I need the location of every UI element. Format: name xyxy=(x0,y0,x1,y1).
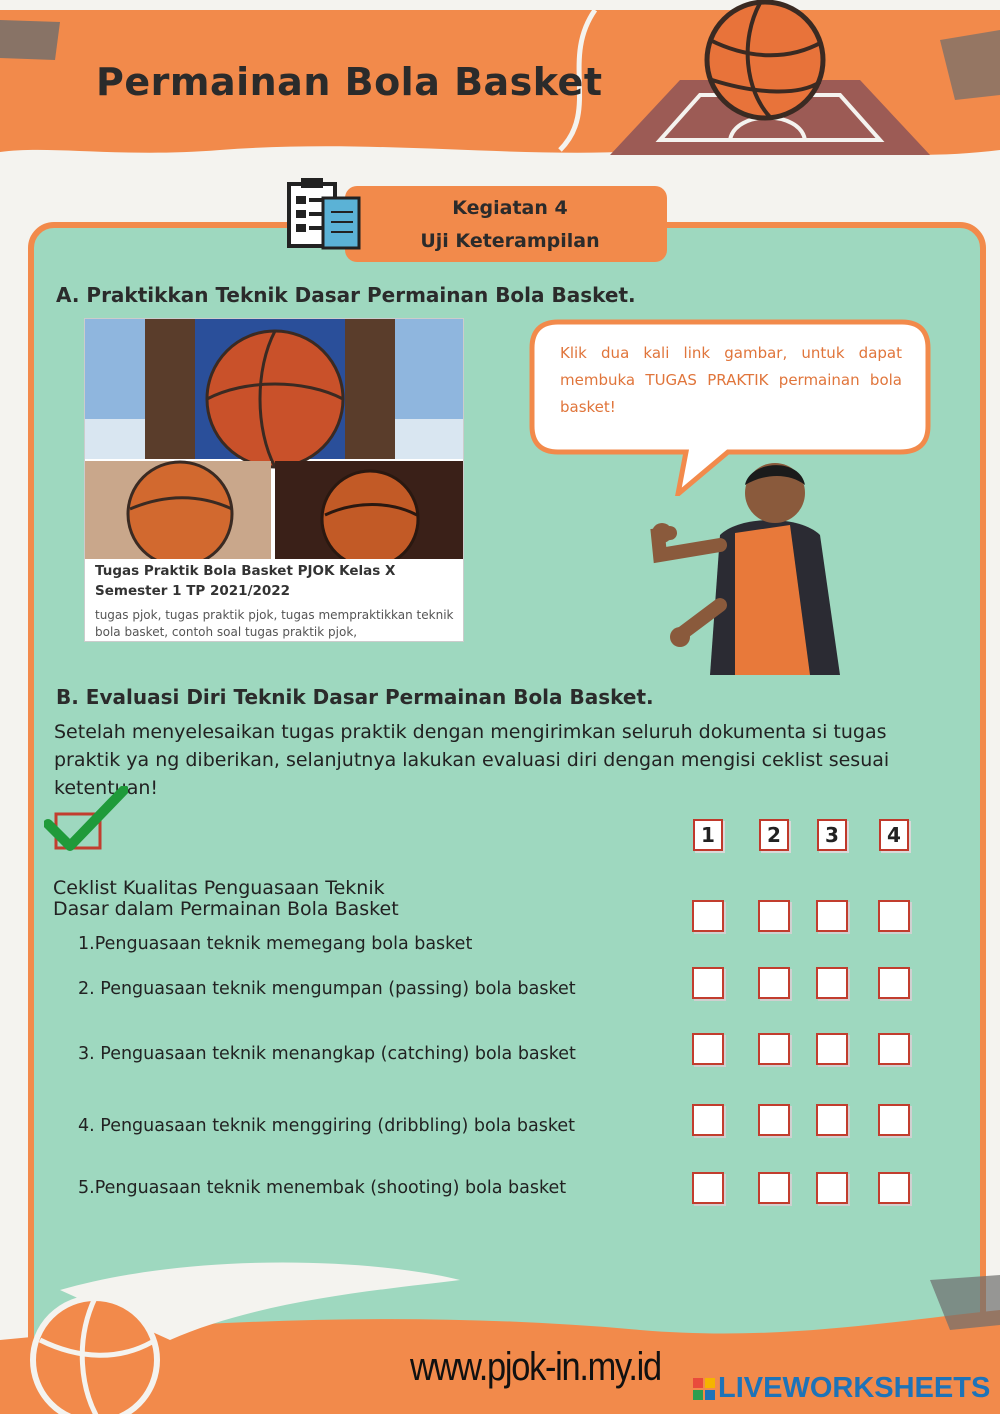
teacher-illustration xyxy=(640,445,850,675)
checkbox-item3-score2[interactable] xyxy=(758,1033,790,1065)
checkbox-item4-score3[interactable] xyxy=(816,1104,848,1136)
basketball-icon xyxy=(707,2,823,118)
checkbox-item1-score1[interactable] xyxy=(692,900,724,932)
checkbox-item3-score1[interactable] xyxy=(692,1033,724,1065)
checklist-title-line-2: Dasar dalam Permainan Bola Basket xyxy=(53,898,399,920)
checkbox-item5-score3[interactable] xyxy=(816,1172,848,1204)
checkbox-item1-score3[interactable] xyxy=(816,900,848,932)
checkbox-item2-score2[interactable] xyxy=(758,967,790,999)
checklist-item-5: 5.Penguasaan teknik menembak (shooting) bola basket xyxy=(78,1178,567,1198)
basketball-photo-collage[interactable] xyxy=(85,319,463,559)
checkbox-item5-score1[interactable] xyxy=(692,1172,724,1204)
activity-label xyxy=(345,192,675,258)
checklist-item-4: 4. Penguasaan teknik menggiring (dribbling) bola basket xyxy=(78,1116,575,1136)
section-b-heading: B. Evaluasi Diri Teknik Dasar Permainan Bola Basket. xyxy=(56,685,654,709)
scale-header-4: 4 xyxy=(879,819,909,851)
footer-website: www.pjok-in.my.id xyxy=(410,1345,661,1389)
checklist-title-line-1: Ceklist Kualitas Penguasaan Teknik xyxy=(53,877,385,899)
checkbox-item4-score4[interactable] xyxy=(878,1104,910,1136)
checklist-item-3: 3. Penguasaan teknik menangkap (catching) bola basket xyxy=(78,1044,576,1064)
checkbox-item1-score4[interactable] xyxy=(878,900,910,932)
checkbox-item2-score1[interactable] xyxy=(692,967,724,999)
scale-header-3: 3 xyxy=(817,819,847,851)
scale-header-1: 1 xyxy=(693,819,723,851)
checklist-item-2: 2. Penguasaan teknik mengumpan (passing) bola basket xyxy=(78,979,576,999)
checklist-item-1: 1.Penguasaan teknik memegang bola basket xyxy=(78,934,473,954)
speech-bubble-text: Klik dua kali link gambar, untuk dapat membuka TUGAS PRAKTIK permainan bola basket! xyxy=(560,344,902,416)
checkbox-item4-score2[interactable] xyxy=(758,1104,790,1136)
checkmark-icon xyxy=(44,786,128,856)
page-title: Permainan Bola Basket xyxy=(96,60,603,104)
checkbox-item3-score4[interactable] xyxy=(878,1033,910,1065)
checkbox-item1-score2[interactable] xyxy=(758,900,790,932)
checkbox-item2-score3[interactable] xyxy=(816,967,848,999)
section-b-instruction: Setelah menyelesaikan tugas praktik dengan mengirimkan seluruh dokumenta si tugas praktik ya ng diberikan, selanjutnya lakukan evaluasi diri dengan mengisi ceklist sesuai ketentuan! xyxy=(54,721,890,799)
checkbox-item3-score3[interactable] xyxy=(816,1033,848,1065)
clipboard-icon xyxy=(285,178,365,252)
link-card-description: tugas pjok, tugas praktik pjok, tugas mempraktikkan teknik bola basket, contoh soal tugas praktik pjok, xyxy=(95,608,454,639)
liveworksheets-logo-icon xyxy=(693,1378,715,1400)
activity-title: Uji Keterampilan xyxy=(420,230,600,252)
checkbox-item4-score1[interactable] xyxy=(692,1104,724,1136)
checkbox-item5-score4[interactable] xyxy=(878,1172,910,1204)
activity-number: Kegiatan 4 xyxy=(452,197,568,219)
scale-header-2: 2 xyxy=(759,819,789,851)
practice-task-link-card[interactable] xyxy=(84,318,464,642)
checkbox-item5-score2[interactable] xyxy=(758,1172,790,1204)
section-a-heading: A. Praktikkan Teknik Dasar Permainan Bola Basket. xyxy=(56,283,636,307)
link-card-title[interactable]: Tugas Praktik Bola Basket PJOK Kelas X Semester 1 TP 2021/2022 xyxy=(95,563,396,599)
checklist-title xyxy=(53,878,473,920)
footer-brand: LIVEWORKSHEETS xyxy=(718,1372,991,1404)
checkbox-item2-score4[interactable] xyxy=(878,967,910,999)
